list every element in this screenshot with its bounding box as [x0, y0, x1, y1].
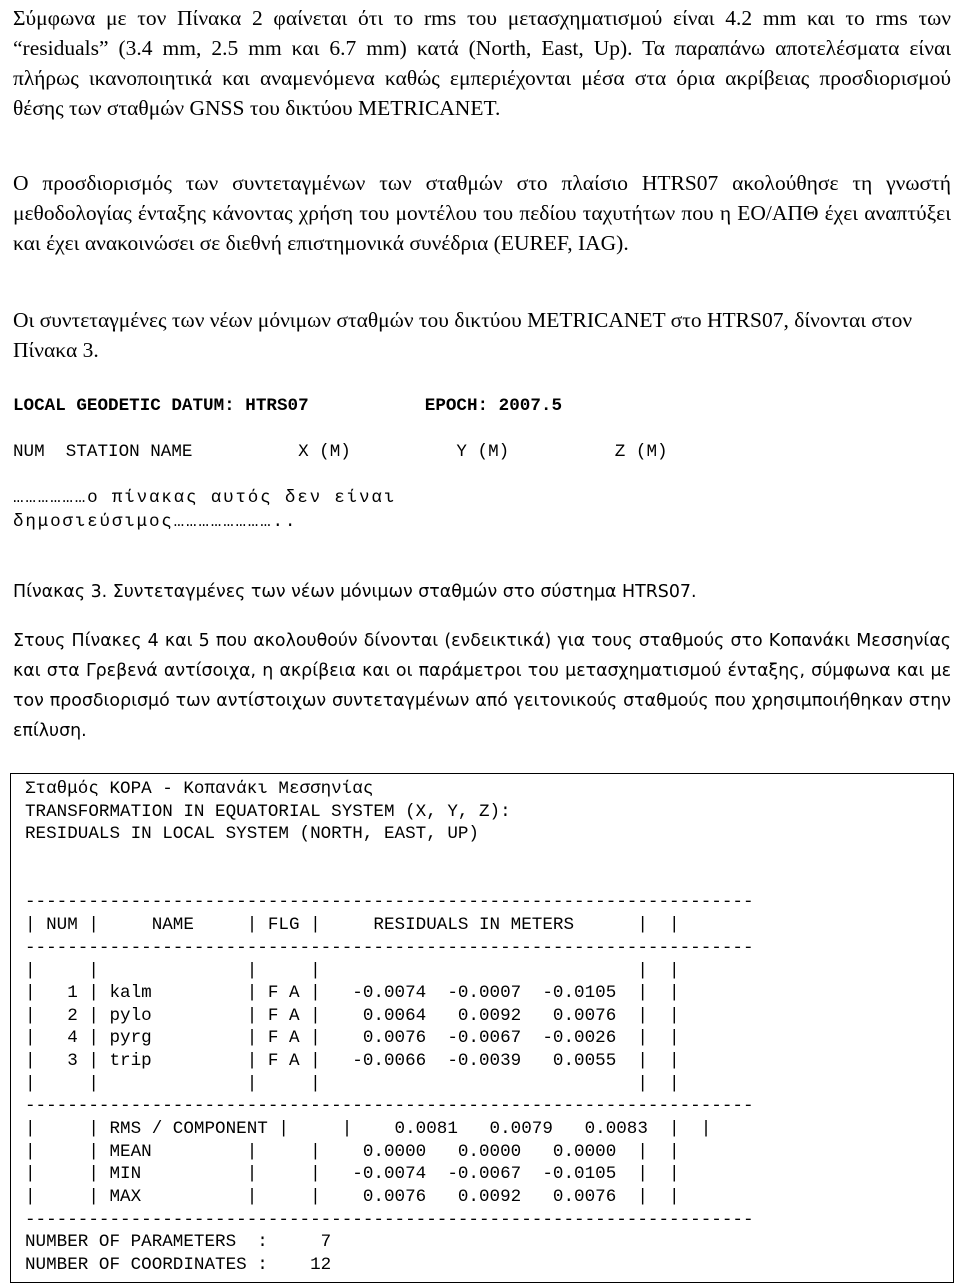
stats-row-mean: | | MEAN | | 0.0000 0.0000 0.0000 | | — [25, 1142, 680, 1162]
report-separator: --------------------------------------------------------------------- — [25, 938, 754, 958]
report-separator: --------------------------------------------------------------------- — [25, 1210, 754, 1230]
report-residuals-line: RESIDUALS IN LOCAL SYSTEM (NORTH, EAST, UP) — [25, 824, 479, 844]
report-header-row: | NUM | NAME | FLG | RESIDUALS IN METERS | | — [25, 915, 680, 935]
stats-row-max: | | MAX | | 0.0076 0.0092 0.0076 | | — [25, 1187, 680, 1207]
transformation-report-box — [10, 773, 954, 1283]
report-blank-row: | | | | | | — [25, 1074, 680, 1094]
datum-columns: NUM STATION NAME X (M) Y (M) Z (M) — [13, 442, 668, 462]
paragraph-htrs07-method: Ο προσδιορισμός των συντεταγμένων των σταθμών στο πλαίσιο HTRS07 ακολούθησε τη γνωστή μεθοδολογίας ένταξης κάνοντας χρήση του μοντέλου του πεδίου ταχυτήτων που η ΕΟ/ΑΠΘ έχει αναπτύξει και έχει ανακοινώσει σε διεθνή επιστημονικά συνέδρια (EUREF, IAG). — [13, 171, 951, 255]
paragraph-coordinates-intro: Οι συντεταγμένες των νέων μόνιμων σταθμών του δικτύου METRICANET στο HTRS07, δίνονται στον Πίνακα 3. — [13, 308, 913, 362]
number-of-parameters: NUMBER OF PARAMETERS : 7 — [25, 1232, 332, 1252]
datum-note-line2: δημοσιεύσιμος…………………….. — [13, 512, 298, 532]
table-row: | 4 | pyrg | F A | 0.0076 -0.0067 -0.0026 | | — [25, 1028, 680, 1048]
paragraph-rms-results: Σύμφωνα με τον Πίνακα 2 φαίνεται ότι το rms του μετασχηματισμού είναι 4.2 mm και το rms των “residuals” (3.4 mm, 2.5 mm και 6.7 mm) κατά (North, East, Up). Τα παραπάνω αποτελέσματα είναι πλήρως ικανοποιητικά και αναμενόμενα καθώς εμπεριέχονται μέσα στα όρια ακρίβειας προσδιορισμού θέσης των σταθμών GNSS του δικτύου METRICANET. — [13, 6, 951, 120]
table-row: | 1 | kalm | F A | -0.0074 -0.0007 -0.0105 | | — [25, 983, 680, 1003]
datum-header: LOCAL GEODETIC DATUM: HTRS07 EPOCH: 2007.5 — [13, 396, 563, 416]
paragraph-tables-4-5: Στους Πίνακες 4 και 5 που ακολουθούν δίνονται (ενδεικτικά) για τους σταθμούς στο Κοπανάκι Μεσσηνίας και στα Γρεβενά αντίσοιχα, η ακρίβεια και οι παράμετροι του μετασχηματισμού ένταξης, σύμφωνα και με τον προσδιορισμό των αντίστοιχων συντεταγμένων από γειτονικούς σταθμούς που χρησιμποιήθηκαν στην επίλυση. — [13, 631, 951, 741]
stats-row-rms: | | RMS / COMPONENT | | 0.0081 0.0079 0.0083 | | — [25, 1119, 712, 1139]
stats-row-min: | | MIN | | -0.0074 -0.0067 -0.0105 | | — [25, 1164, 680, 1184]
datum-note-line1: ………………o πίνακας αυτός δεν είναι — [13, 488, 397, 508]
number-of-coordinates: NUMBER OF COORDINATES : 12 — [25, 1255, 332, 1275]
report-blank-row: | | | | | | — [25, 961, 680, 981]
report-station-line: Σταθμός KOPA - Κοπανάκι Μεσσηνίας — [25, 779, 374, 799]
report-transform-line: TRANSFORMATION IN EQUATORIAL SYSTEM (X, Y, Z): — [25, 802, 511, 822]
table-row: | 3 | trip | F A | -0.0066 -0.0039 0.0055 | | — [25, 1051, 680, 1071]
report-separator: --------------------------------------------------------------------- — [25, 892, 754, 912]
report-separator: --------------------------------------------------------------------- — [25, 1096, 754, 1116]
table-caption: Πίνακας 3. Συντεταγμένες των νέων μόνιμων σταθμών στο σύστημα HTRS07. — [13, 582, 697, 602]
table-row: | 2 | pylo | F A | 0.0064 0.0092 0.0076 | | — [25, 1006, 680, 1026]
